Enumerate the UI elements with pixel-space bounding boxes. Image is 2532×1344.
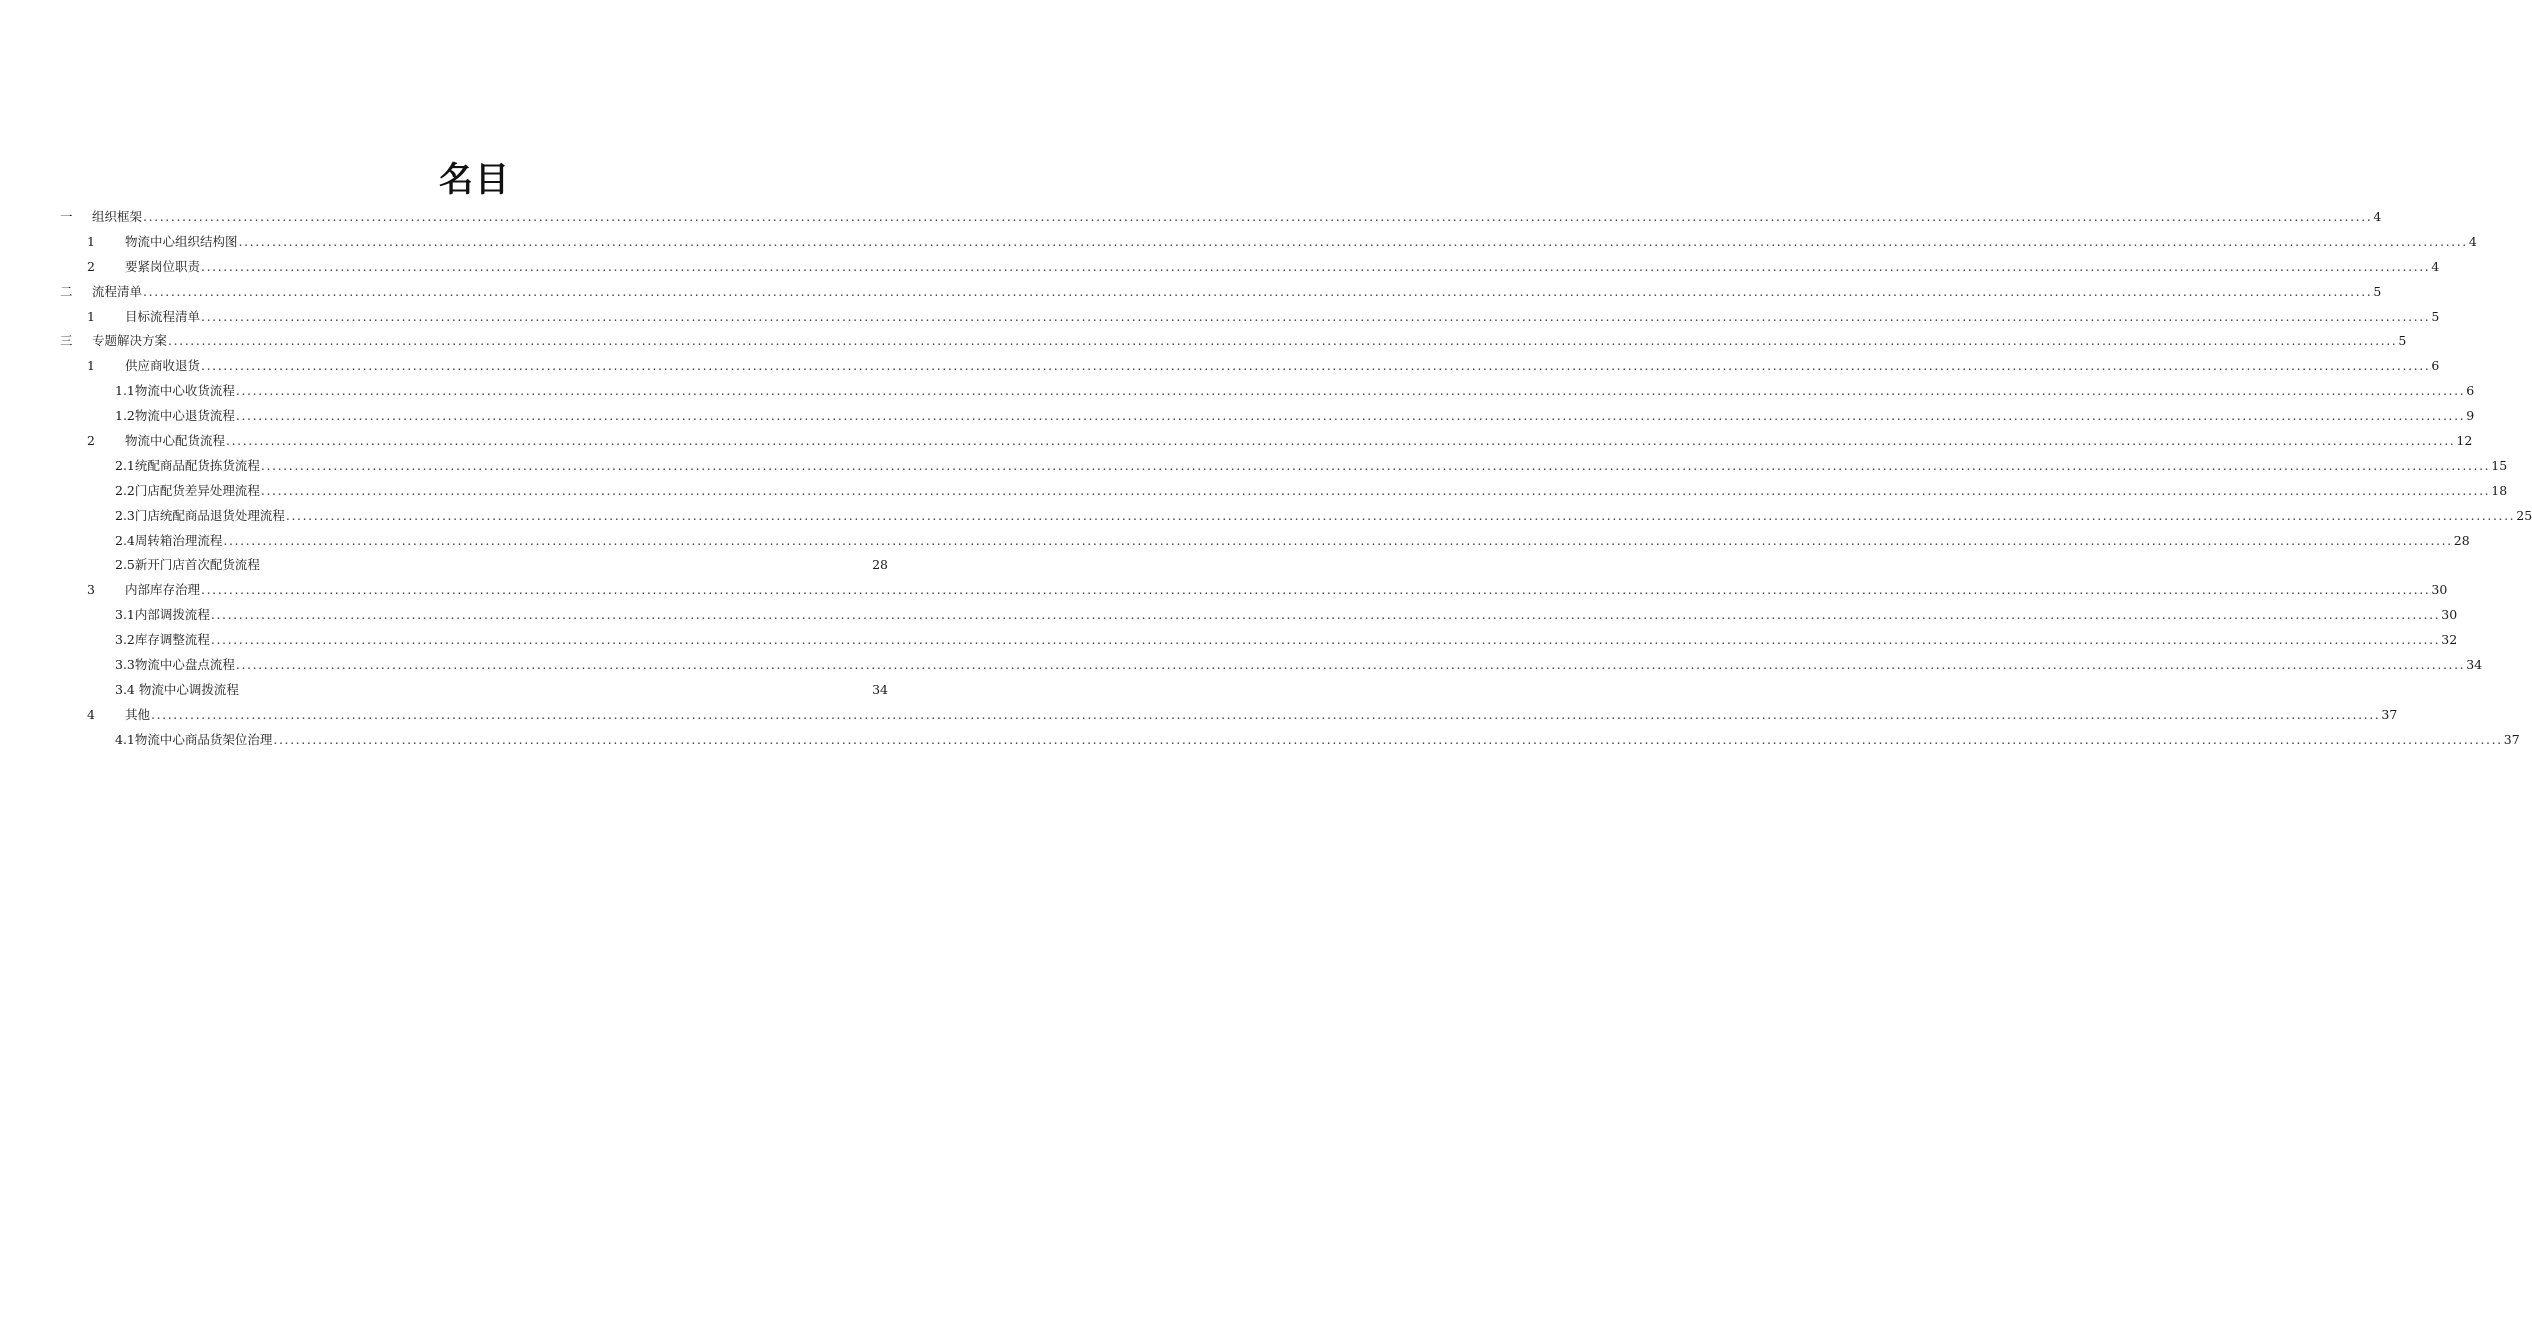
toc-dot-leader: ................................................................................................................................................................................................................................................................................................................................................................................................................ (235, 657, 2466, 673)
toc-entry[interactable] (0, 205, 2382, 230)
toc-entry-page-number: 34 (872, 681, 888, 697)
toc-entry-page-number: 6 (2431, 358, 2440, 374)
toc-entry[interactable] (0, 628, 2458, 653)
toc-entry[interactable] (0, 429, 2473, 454)
toc-entry[interactable] (0, 728, 2520, 753)
toc-entry[interactable] (0, 703, 2398, 728)
toc-entry-page-number: 25 (2516, 507, 2532, 523)
toc-entry[interactable] (0, 329, 2407, 354)
table-of-contents (0, 205, 2532, 753)
toc-dot-leader: ................................................................................................................................................................................................................................................................................................................................................................................................................ (235, 383, 2466, 399)
toc-entry[interactable] (0, 454, 2508, 479)
toc-entry-title: 4.1物流中心商品货架位治理 (115, 731, 273, 747)
toc-entry[interactable] (0, 678, 950, 703)
toc-entry-page-number: 15 (2491, 457, 2508, 473)
toc-entry-title: 其他 (125, 706, 151, 722)
toc-entry-title: 2.1统配商品配货拣货流程 (115, 457, 260, 473)
toc-entry-number: 二 (60, 283, 73, 299)
toc-dot-leader: ................................................................................................................................................................................................................................................................................................................................................................................................................ (223, 532, 2453, 548)
toc-entry-title: 流程清单 (92, 283, 143, 299)
toc-dot-leader: ................................................................................................................................................................................................................................................................................................................................................................................................................ (201, 358, 2431, 374)
toc-entry-page-number: 6 (2466, 383, 2475, 399)
toc-dot-leader: ................................................................................................................................................................................................................................................................................................................................................................................................................ (201, 308, 2431, 324)
toc-entry-title: 3.2库存调整流程 (115, 632, 210, 648)
toc-dot-leader: ................................................................................................................................................................................................................................................................................................................................................................................................................ (201, 258, 2431, 274)
toc-dot-leader: ................................................................................................................................................................................................................................................................................................................................................................................................................ (226, 433, 2456, 449)
toc-entry-title: 1.2物流中心退货流程 (115, 408, 235, 424)
toc-entry[interactable] (0, 230, 2477, 255)
toc-entry-number: 1 (87, 358, 95, 374)
toc-dot-leader: ................................................................................................................................................................................................................................................................................................................................................................................................................ (285, 507, 2516, 523)
toc-dot-leader: ................................................................................................................................................................................................................................................................................................................................................................................................................ (260, 482, 2491, 498)
toc-entry-title: 内部库存治理 (125, 582, 201, 598)
toc-dot-leader: ................................................................................................................................................................................................................................................................................................................................................................................................................ (210, 607, 2441, 623)
toc-entry-title: 物流中心组织结构图 (125, 233, 238, 249)
toc-entry-page-number: 5 (2373, 283, 2382, 299)
toc-dot-leader: ................................................................................................................................................................................................................................................................................................................................................................................................................ (260, 457, 2491, 473)
toc-entry-page-number: 32 (2441, 632, 2458, 648)
toc-entry[interactable] (0, 305, 2440, 330)
toc-dot-leader: ................................................................................................................................................................................................................................................................................................................................................................................................................ (210, 632, 2441, 648)
toc-dot-leader: ................................................................................................................................................................................................................................................................................................................................................................................................................ (143, 283, 2373, 299)
toc-entry-title: 2.3门店统配商品退货处理流程 (115, 507, 285, 523)
toc-entry-title: 物流中心配货流程 (125, 433, 226, 449)
toc-entry-page-number: 5 (2398, 333, 2407, 349)
toc-entry-page-number: 4 (2373, 209, 2382, 224)
toc-dot-leader: ................................................................................................................................................................................................................................................................................................................................................................................................................ (235, 408, 2466, 424)
toc-entry-number: 1 (87, 233, 95, 249)
toc-dot-leader: ................................................................................................................................................................................................................................................................................................................................................................................................................ (238, 233, 2468, 249)
toc-entry-number: 2 (87, 433, 95, 449)
toc-dot-leader: ................................................................................................................................................................................................................................................................................................................................................................................................................ (201, 582, 2431, 598)
toc-entry-number: 一 (60, 209, 73, 224)
toc-entry-page-number: 5 (2431, 308, 2440, 324)
toc-entry-page-number: 4 (2431, 258, 2440, 274)
toc-entry-title: 3.4 物流中心调拨流程 (115, 681, 239, 697)
toc-entry-title: 2.5新开门店首次配货流程 (115, 557, 260, 573)
toc-entry-page-number: 12 (2456, 433, 2473, 449)
toc-entry-page-number: 37 (2503, 731, 2520, 747)
toc-entry-page-number: 28 (872, 557, 888, 573)
toc-entry[interactable] (0, 354, 2440, 379)
toc-entry-title: 1.1物流中心收货流程 (115, 383, 235, 399)
toc-entry-number: 1 (87, 308, 95, 324)
toc-entry[interactable] (0, 479, 2508, 504)
toc-entry-title: 3.1内部调拨流程 (115, 607, 210, 623)
toc-entry-number: 4 (87, 706, 95, 722)
toc-entry[interactable] (0, 255, 2440, 280)
toc-dot-leader: ................................................................................................................................................................................................................................................................................................................................................................................................................ (168, 333, 2398, 349)
toc-entry-number: 2 (87, 258, 95, 274)
toc-entry-page-number: 18 (2491, 482, 2508, 498)
toc-entry[interactable] (0, 379, 2475, 404)
toc-entry-page-number: 37 (2381, 706, 2398, 722)
toc-entry-page-number: 28 (2453, 532, 2470, 548)
toc-entry[interactable] (0, 504, 2532, 529)
toc-entry[interactable] (0, 529, 2470, 554)
toc-entry-page-number: 4 (2468, 233, 2477, 249)
toc-entry[interactable] (0, 404, 2475, 429)
toc-dot-leader: ................................................................................................................................................................................................................................................................................................................................................................................................................ (273, 731, 2503, 747)
toc-entry[interactable] (0, 653, 2483, 678)
toc-entry[interactable] (0, 578, 2448, 603)
toc-entry-number: 3 (87, 582, 95, 598)
toc-entry-page-number: 30 (2441, 607, 2458, 623)
toc-entry-title: 3.3物流中心盘点流程 (115, 657, 235, 673)
toc-entry-title: 要紧岗位职责 (125, 258, 201, 274)
toc-entry[interactable] (0, 603, 2458, 628)
toc-entry[interactable] (0, 553, 950, 578)
toc-entry-title: 2.2门店配货差异处理流程 (115, 482, 260, 498)
toc-entry-title: 目标流程清单 (125, 308, 201, 324)
page-title: 名目 (439, 160, 511, 200)
toc-entry-number: 三 (60, 333, 73, 349)
toc-entry[interactable] (0, 280, 2382, 305)
toc-entry-page-number: 9 (2466, 408, 2475, 424)
toc-entry-title: 组织框架 (92, 209, 143, 224)
toc-entry-page-number: 34 (2466, 657, 2483, 673)
toc-dot-leader: ................................................................................................................................................................................................................................................................................................................................................................................................................ (151, 706, 2381, 722)
toc-entry-page-number: 30 (2431, 582, 2448, 598)
toc-entry-title: 专题解决方案 (92, 333, 168, 349)
toc-entry-title: 供应商收退货 (125, 358, 201, 374)
toc-dot-leader: ................................................................................................................................................................................................................................................................................................................................................................................................................ (143, 209, 2373, 224)
toc-entry-title: 2.4周转箱治理流程 (115, 532, 223, 548)
